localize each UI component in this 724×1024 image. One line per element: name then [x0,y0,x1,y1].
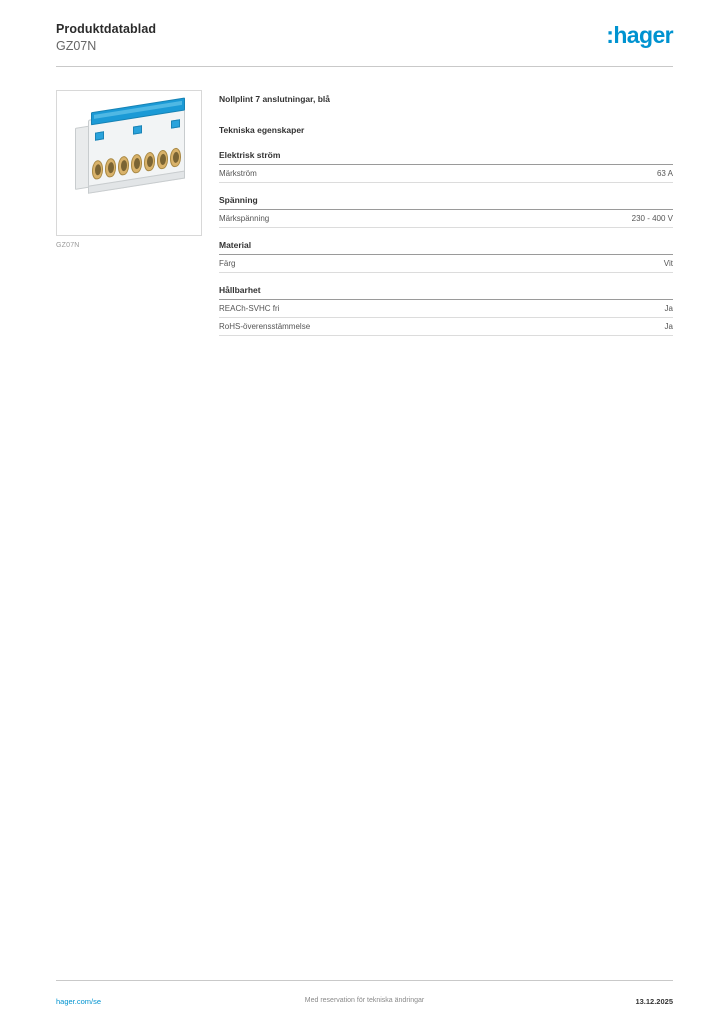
footer-divider [56,980,673,981]
terminal-screw-icon [95,131,104,140]
spec-row [219,165,673,183]
spec-value: 63 A [656,169,673,178]
terminal-hole-icon [92,159,103,180]
document-footer [56,997,673,1009]
spec-label: Färg [219,259,236,268]
spec-label: Märkström [219,169,257,178]
spec-label: REACh-SVHC fri [219,304,280,313]
spec-value: Ja [664,322,673,331]
spec-row [219,210,673,228]
terminal-hole-icon [131,153,142,174]
terminal-screw-icon [171,119,180,128]
hager-logo: :hager [606,22,673,48]
spec-group-title: Hållbarhet [219,285,673,300]
terminal-hole-icon [105,157,116,178]
specifications-panel [219,94,673,336]
spec-row [219,300,673,318]
spec-group-title: Spänning [219,195,673,210]
terminal-block-illustration [75,104,187,200]
terminal-hole-icon [170,147,181,168]
page-subtitle: GZ07N [56,39,97,53]
footer-disclaimer: Med reservation för tekniska ändringar [304,997,425,1004]
spec-group [219,240,673,273]
spec-value: 230 - 400 V [631,214,673,223]
spec-group [219,285,673,336]
terminal-hole-icon [157,149,168,170]
section-title-technical: Tekniska egenskaper [219,125,305,135]
document-header [56,22,673,66]
spec-group [219,150,673,183]
product-image-caption: GZ07N [56,242,80,249]
spec-row [219,318,673,336]
product-image [56,90,202,236]
terminal-hole-icon [144,151,155,172]
header-divider [56,66,673,67]
spec-group-title: Material [219,240,673,255]
page-title: Produktdatablad [56,22,157,36]
spec-value: Vit [663,259,673,268]
product-name: Nollplint 7 anslutningar, blå [219,94,330,104]
spec-group-title: Elektrisk ström [219,150,673,165]
terminal-hole-icon [118,155,129,176]
spec-group [219,195,673,228]
footer-date: 13.12.2025 [635,997,673,1006]
product-figure [56,90,202,249]
footer-website-link[interactable]: hager.com/se [56,997,102,1006]
spec-row [219,255,673,273]
spec-value: Ja [664,304,673,313]
terminal-screw-icon [133,125,142,134]
spec-label: RoHS-överensstämmelse [219,322,311,331]
spec-label: Märkspänning [219,214,270,223]
